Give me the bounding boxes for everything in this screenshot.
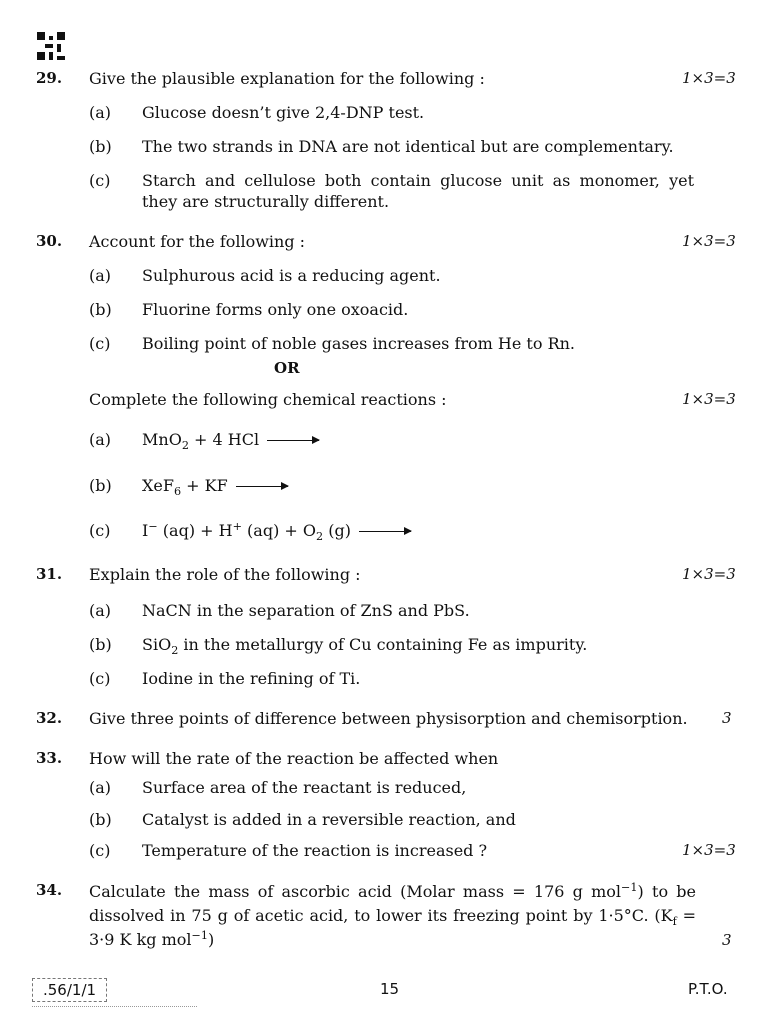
part-text: Fluorine forms only one oxoacid. [142,300,409,319]
part-label: (a) [89,266,112,285]
part-text: Surface area of the reactant is reduced, [142,778,467,797]
question-stem: Give the plausible explanation for the following : [89,69,485,88]
question-stem: How will the rate of the reaction be affected when [89,749,499,768]
question-marks: 1×3=3 [682,841,736,859]
question-marks: 3 [722,931,732,949]
part-label: (a) [89,778,112,797]
reaction-arrow-icon [359,531,411,532]
paper-code: .56/1/1 [32,978,107,1002]
part-label: (a) [89,103,112,122]
reaction-equation: I− (aq) + H+ $(aq) + O_2$ (g) [142,520,411,541]
alt-question-marks: 1×3=3 [682,390,736,408]
part-label: (a) [89,430,112,449]
part-label: (c) [89,334,111,353]
part-label: (c) [89,171,111,190]
question-number: 34. [36,881,63,899]
question-marks: 1×3=3 [682,69,736,87]
part-label: (b) [89,300,112,319]
reaction-equation: XeF$_6$ + KF [142,475,288,496]
alt-question-stem: Complete the following chemical reactions : [89,390,447,409]
question-stem: Account for the following : [89,232,306,251]
part-text: Starch and cellulose both contain glucose unit as monomer, yet they are structurally different. [142,171,694,211]
part-label: (b) [89,476,112,495]
question-number: 31. [36,565,63,583]
part-text: Catalyst is added in a reversible reaction, and [142,810,516,829]
part-label: (c) [89,841,111,860]
question-number: 30. [36,232,63,250]
reaction-arrow-icon [236,486,288,487]
reaction-equation: MnO$_2$ + 4 HCl [142,429,319,450]
pto-label: P.T.O. [688,980,728,998]
part-text: Boiling point of noble gases increases from He to Rn. [142,334,576,353]
question-marks: 3 [722,709,732,727]
part-label: (c) [89,521,111,540]
part-text: Sulphurous acid is a reducing agent. [142,266,441,285]
question-marks: 1×3=3 [682,565,736,583]
question-stem: Explain the role of the following : [89,565,361,584]
page-number: 15 [380,980,400,998]
question-marks: 1×3=3 [682,232,736,250]
footer-divider [32,1006,197,1007]
qr-code-icon [37,32,65,60]
part-label: (b) [89,810,112,829]
part-text: NaCN in the separation of ZnS and PbS. [142,601,470,620]
part-text: Temperature of the reaction is increased ? [142,841,488,860]
question-number: 33. [36,749,63,767]
part-label: (b) [89,635,112,654]
part-text: Iodine in the refining of Ti. [142,669,361,688]
part-text: Glucose doesn’t give 2,4-DNP test. [142,103,425,122]
question-stem: Give three points of difference between physisorption and chemisorption. [89,709,688,728]
reaction-arrow-icon [267,440,319,441]
part-label: (c) [89,669,111,688]
part-label: (a) [89,601,112,620]
part-text: SiO$_2$ in the metallurgy of Cu containing Fe as impurity. [142,635,588,657]
part-text: The two strands in DNA are not identical but are complementary. [142,137,674,156]
question-number: 32. [36,709,63,727]
question-stem: Calculate the mass of ascorbic acid (Molar mass = 176 g mol$^{-1}$) to be dissolved in 75 g of acetic acid, to lower its freezing point by 1·5°C. ($K_f = 3\cdot 9$ K kg mol$^{-1}$) [89,881,697,949]
or-divider: OR [274,359,300,377]
part-label: (b) [89,137,112,156]
question-number: 29. [36,69,63,87]
